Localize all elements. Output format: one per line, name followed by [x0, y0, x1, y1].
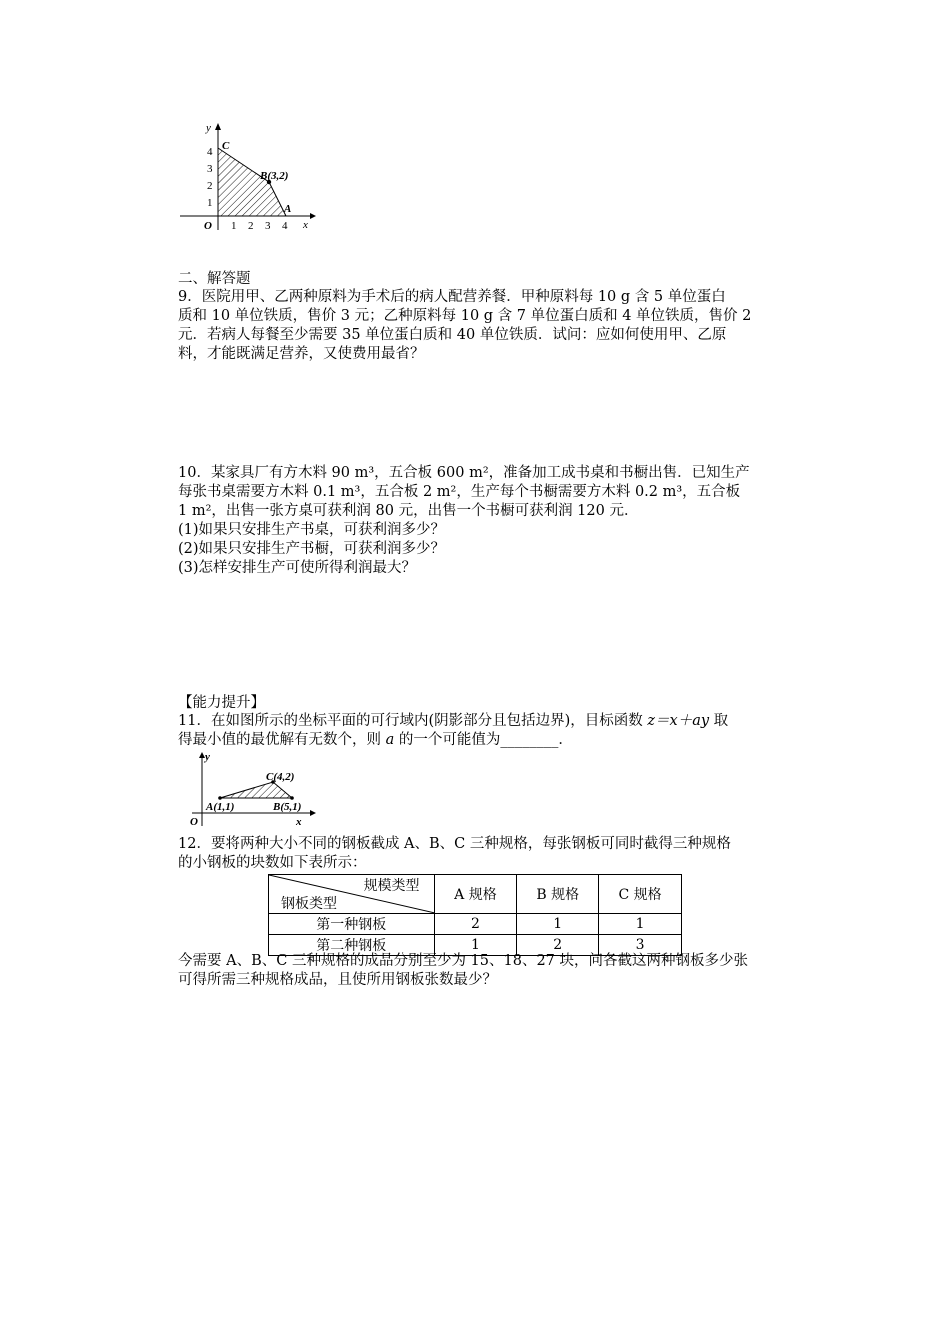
q12-line-2: 的小钢板的块数如下表所示：	[178, 855, 367, 871]
table-header-c: C 规格	[599, 875, 682, 914]
shaded-region	[218, 148, 289, 216]
point-c-label: C(4,2)	[266, 771, 295, 783]
point-b-label: B(3,2)	[260, 170, 289, 182]
x-axis-label: x	[296, 816, 302, 828]
q11-text-d: 的一个可能值为________．	[394, 732, 573, 748]
q10-item-3: (3)怎样安排生产可使所得利润最大？	[178, 560, 417, 576]
q11-var-a: a	[385, 732, 395, 748]
table-corner-cell	[269, 875, 435, 914]
table-row-label: 第二种钢板	[269, 935, 435, 956]
shaded-region	[220, 782, 292, 798]
origin-label: O	[190, 816, 198, 828]
y-tick-4: 4	[207, 146, 213, 158]
table-row	[269, 914, 682, 935]
x-axis-arrow	[310, 213, 316, 219]
table-cell: 1	[517, 914, 599, 935]
point-a-label: A	[284, 203, 292, 215]
table-cell: 1	[434, 935, 517, 956]
table-cell: 2	[434, 914, 517, 935]
section-title-answers: 二、解答题	[178, 271, 251, 287]
table-header-row	[269, 875, 682, 914]
q9-line-3: 元．若病人每餐至少需要 35 单位蛋白质和 40 单位铁质．试问：应如何使用甲、乙原	[178, 327, 727, 343]
table-cell: 2	[517, 935, 599, 956]
x-tick-3: 3	[265, 220, 271, 232]
q12-line-3: 今需要 A、B、C 三种规格的成品分别至少为 15、18、27 块，问各截这两种钢板多少张	[178, 953, 749, 969]
table-row-label: 第一种钢板	[269, 914, 435, 935]
feasible-region-figure-1	[170, 118, 320, 238]
corner-top-label: 规模类型	[363, 878, 420, 894]
q11-text-c: 得最小值的最优解有无数个，则	[178, 732, 386, 748]
q10-line-3: 1 m²，出售一张方桌可获利润 80 元，出售一个书橱可获利润 120 元．	[178, 503, 639, 519]
x-axis-label: x	[303, 219, 308, 231]
y-axis-arrow	[215, 123, 221, 130]
steel-plate-table	[268, 874, 682, 956]
q10-line-2: 每张书桌需要方木料 0.1 m³，五合板 2 m²，生产每个书橱需要方木料 0.2 m³，五合板	[178, 484, 741, 500]
corner-bottom-label: 钢板类型	[281, 896, 337, 912]
q10-line-1: 10．某家具厂有方木料 90 m³，五合板 600 m²，准备加工成书桌和书橱出售．已知生产	[178, 465, 750, 481]
q11-formula: z＝x＋ay	[647, 713, 710, 729]
point-a-dot	[218, 796, 222, 800]
x-tick-2: 2	[248, 220, 254, 232]
q9-line-1: 9．医院用甲、乙两种原料为手术后的病人配营养餐．甲种原料每 10 g 含 5 单位蛋白	[178, 289, 726, 305]
table-cell: 3	[599, 935, 682, 956]
q10-item-1: (1)如果只安排生产书桌，可获利润多少？	[178, 522, 446, 538]
x-tick-1: 1	[231, 220, 237, 232]
point-b-label: B(5,1)	[273, 801, 302, 813]
q12-line-1: 12．要将两种大小不同的钢板截成 A、B、C 三种规格，每张钢板可同时截得三种规格	[178, 836, 731, 852]
q12-line-4: 可得所需三种规格成品，且使所用钢板张数最少？	[178, 972, 497, 988]
point-a-label: A(1,1)	[206, 801, 235, 813]
q11-text-a: 11．在如图所示的坐标平面的可行域内(阴影部分且包括边界)，目标函数	[178, 713, 648, 729]
y-tick-1: 1	[207, 197, 213, 209]
y-axis-label: y	[206, 122, 211, 134]
q11-text-b: 取	[709, 713, 729, 729]
origin-label: O	[204, 220, 212, 232]
x-axis-arrow	[310, 810, 316, 816]
q9-line-4: 料，才能既满足营养，又使费用最省？	[178, 346, 425, 362]
q11-line-1	[178, 712, 728, 731]
table-cell: 1	[599, 914, 682, 935]
feasible-region-figure-2	[172, 750, 322, 830]
section-title-ability: 【能力提升】	[178, 695, 265, 711]
y-tick-3: 3	[207, 163, 213, 175]
point-c-label: C	[222, 140, 230, 152]
q10-item-2: (2)如果只安排生产书橱，可获利润多少？	[178, 541, 446, 557]
table-header-b: B 规格	[517, 875, 599, 914]
point-b-dot	[290, 796, 294, 800]
q9-line-2: 质和 10 单位铁质，售价 3 元；乙种原料每 10 g 含 7 单位蛋白质和 4 单位铁质，售价 2	[178, 308, 752, 324]
q11-line-2	[178, 731, 573, 750]
x-tick-4: 4	[282, 220, 288, 232]
y-axis-label: y	[205, 751, 210, 763]
y-tick-2: 2	[207, 180, 213, 192]
table-header-a: A 规格	[434, 875, 517, 914]
